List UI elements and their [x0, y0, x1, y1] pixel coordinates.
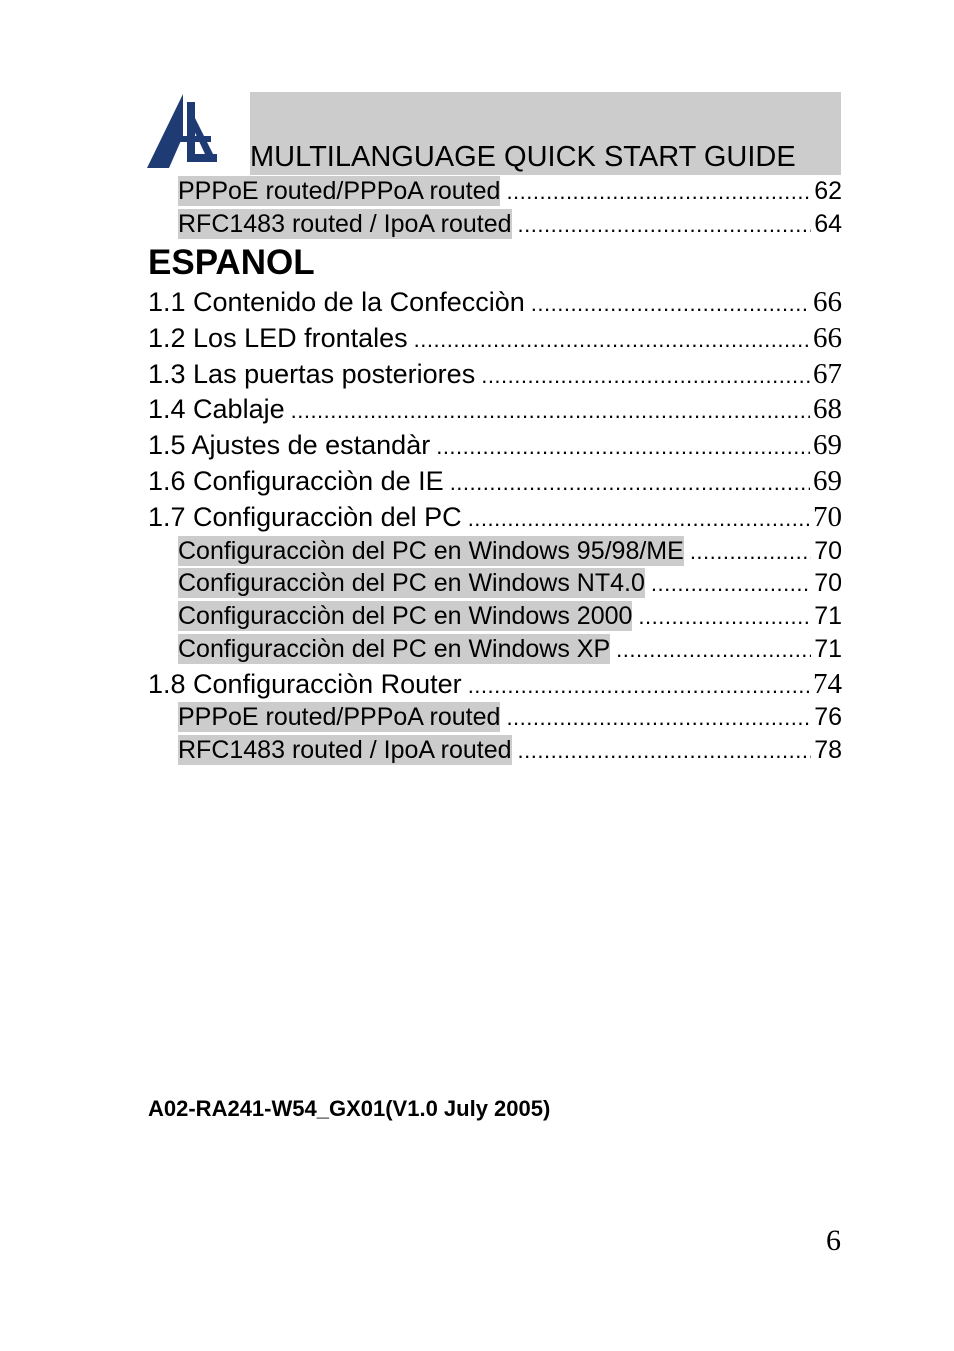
dot-leader: [690, 537, 811, 567]
toc-entry-windows-2000[interactable]: [178, 601, 842, 631]
toc-entry-pppoe[interactable]: [178, 702, 842, 732]
toc-page-number: 62: [814, 177, 842, 205]
toc-entry-label: Configuracciòn del PC en Windows XP: [178, 635, 611, 663]
toc-page-number: 78: [814, 736, 842, 764]
toc-entry-label: 1.1 Contenido de la Confecciòn: [148, 287, 525, 317]
toc-entry-rfc1483[interactable]: [178, 735, 842, 765]
dot-leader: [468, 502, 810, 536]
section-heading-espanol: ESPANOL: [148, 243, 315, 282]
toc-entry-label: Configuracciòn del PC en Windows 2000: [178, 602, 633, 630]
toc-entry-1-1[interactable]: [148, 285, 842, 319]
toc-entry-windows-nt[interactable]: [178, 568, 842, 598]
toc-entry-label: 1.5 Ajustes de estandàr: [148, 430, 431, 460]
dot-leader: [481, 359, 810, 393]
toc-page-number: 71: [814, 635, 842, 663]
document-code: A02-RA241-W54_GX01(V1.0 July 2005): [148, 1096, 551, 1121]
toc-entry-1-7[interactable]: [148, 500, 842, 534]
toc-entry-label: Configuracciòn del PC en Windows NT4.0: [178, 569, 645, 597]
dot-leader: [518, 736, 812, 766]
dot-leader: [506, 703, 811, 733]
toc-page-number: 70: [814, 569, 842, 597]
toc-page-number: 74: [813, 668, 842, 700]
dot-leader: [450, 466, 810, 500]
toc-entry-label: Configuracciòn del PC en Windows 95/98/ME: [178, 537, 684, 565]
toc-page-number: 71: [814, 602, 842, 630]
dot-leader: [638, 602, 811, 632]
toc-entry-label: RFC1483 routed / IpoA routed: [178, 210, 512, 238]
toc-page-number: 69: [813, 465, 842, 497]
toc-page-number: 64: [814, 210, 842, 238]
dot-leader: [436, 430, 810, 464]
toc-entry-label: 1.6 Configuracciòn de IE: [148, 466, 444, 496]
toc-page-number: 76: [814, 703, 842, 731]
toc-entry-label: 1.2 Los LED frontales: [148, 323, 408, 353]
toc-entry-1-5[interactable]: [148, 428, 842, 462]
dot-leader: [468, 669, 810, 703]
toc-page-number: 66: [813, 322, 842, 354]
toc-entry-pppoe-top[interactable]: [178, 176, 842, 206]
toc-entry-label: RFC1483 routed / IpoA routed: [178, 736, 512, 764]
toc-page-number: 66: [813, 286, 842, 318]
toc-page-number: 68: [813, 393, 842, 425]
dot-leader: [291, 394, 810, 428]
toc-entry-windows-95[interactable]: [178, 536, 842, 566]
dot-leader: [506, 177, 811, 207]
toc-entry-rfc1483-top[interactable]: [178, 209, 842, 239]
toc-entry-label: PPPoE routed/PPPoA routed: [178, 177, 501, 205]
toc-entry-windows-xp[interactable]: [178, 634, 842, 664]
toc-entry-label: 1.8 Configuracciòn Router: [148, 669, 462, 699]
toc-entry-1-2[interactable]: [148, 321, 842, 355]
toc-page-number: 67: [813, 358, 842, 390]
toc-entry-label: 1.4 Cablaje: [148, 394, 285, 424]
dot-leader: [414, 323, 810, 357]
page-number: 6: [826, 1224, 841, 1257]
dot-leader: [651, 569, 811, 599]
toc-entry-label: 1.3 Las puertas posteriores: [148, 359, 476, 389]
toc-entry-1-4[interactable]: [148, 392, 842, 426]
toc-entry-label: 1.7 Configuracciòn del PC: [148, 502, 462, 532]
toc-entry-label: PPPoE routed/PPPoA routed: [178, 703, 501, 731]
toc-page-number: 69: [813, 429, 842, 461]
dot-leader: [616, 635, 811, 665]
toc-entry-1-8[interactable]: [148, 667, 842, 701]
dot-leader: [531, 287, 810, 321]
atlantis-logo-icon: [147, 92, 219, 170]
toc-page-number: 70: [814, 537, 842, 565]
guide-title: MULTILANGUAGE QUICK START GUIDE: [250, 141, 796, 173]
toc-entry-1-6[interactable]: [148, 464, 842, 498]
dot-leader: [518, 210, 812, 240]
toc-page-number: 70: [813, 501, 842, 533]
toc-entry-1-3[interactable]: [148, 357, 842, 391]
